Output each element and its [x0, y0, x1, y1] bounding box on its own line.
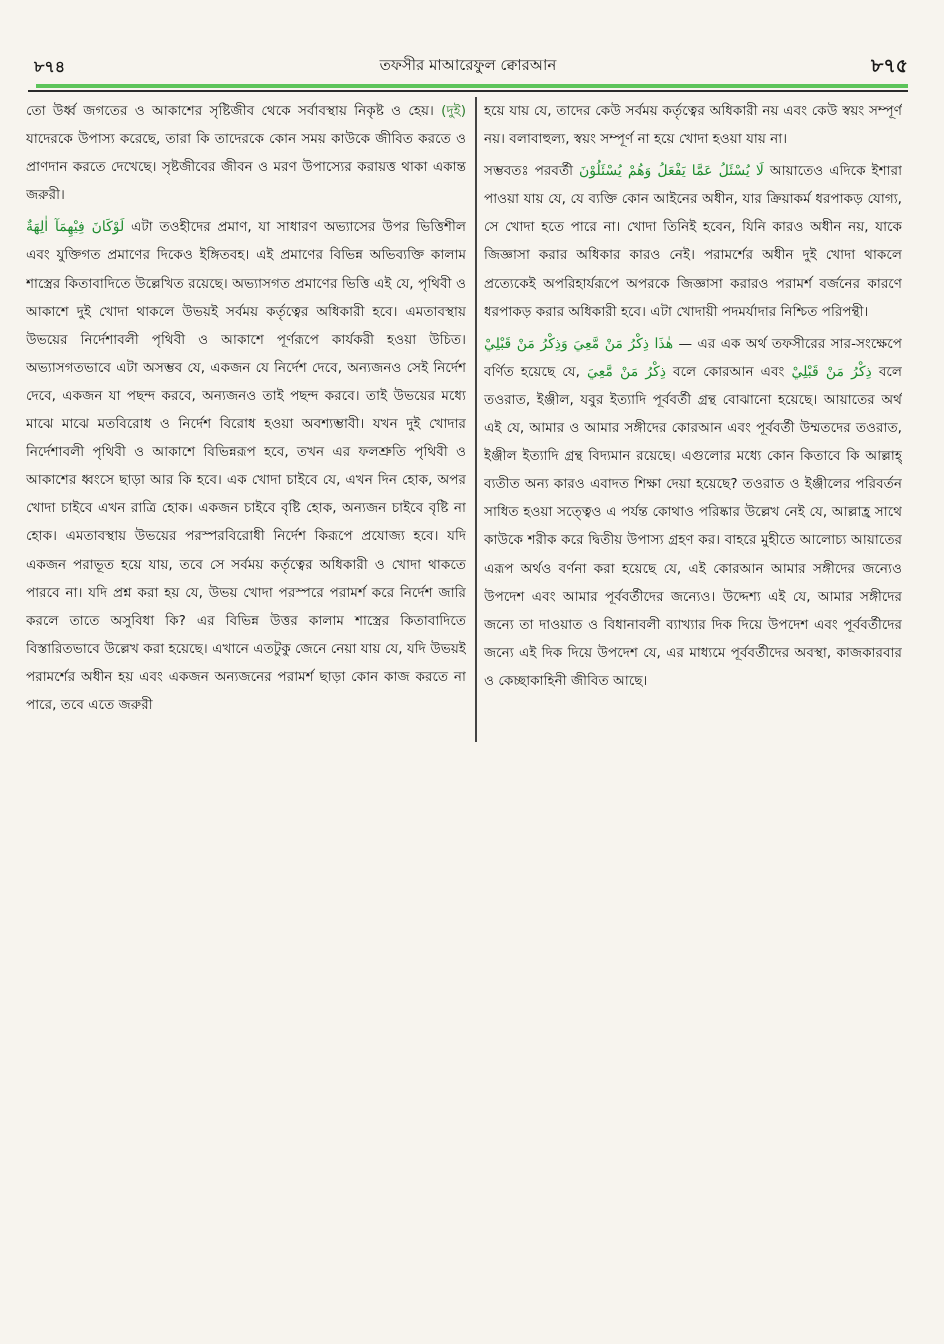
left-column — [26, 97, 466, 737]
header-rule-green — [36, 84, 908, 88]
right-p3-text: বলে তওরাত, ইঞ্জীল, যবুর ইত্যাদি পূর্ববর্তী গ্রন্থ বোঝানো হয়েছে। আয়াতের অর্থ এই যে, আমার ও আমার সঙ্গীদের কোরআন এবং পূর্ববর্তী উম্মতদের তওরাত, ইঞ্জীল ইত্যাদি গ্রন্থ বিদ্যমান রয়েছে। এগুলোর মধ্যে কোন কিতাবে কি আল্লাহ্ ব্যতীত অন্য কারও এবাদত শিক্ষা দেয়া হয়েছে? তওরাত ও ইঞ্জীলের পরিবর্তন সাধিত হওয়া সত্ত্বেও এ পর্যন্ত কোথাও পরিষ্কার উল্লেখ নেই যে, আল্লাহ্র সাথে কাউকে শরীক করে দ্বিতীয় উপাস্য গ্রহণ কর। বাহরে মুহীতে আলোচ্য আয়াতের এরূপ অর্থও বর্ণনা করা হয়েছে যে, এই কোরআন আমার সঙ্গীদের জন্যেও উপদেশ এবং আমার পূর্ববর্তীদের জন্যেও। উদ্দেশ্য এই যে, আমার সঙ্গীদের জন্যে তা দাওয়াত ও বিধানাবলী ব্যাখ্যার দিক দিয়ে উপদেশ এবং পূর্ববর্তীদের জন্যে এই দিক দিয়ে উপদেশ যে, এর মাধ্যমে পূর্ববর্তীদের অবস্থা, কাজকারবার ও কেচ্ছাকাহিনী জীবিত আছে। — [484, 363, 902, 689]
right-p3-mid: বলে কোরআন এবং — [673, 363, 785, 380]
left-p2-text: এটা তওহীদের প্রমাণ, যা সাধারণ অভ্যাসের উপর ভিত্তিশীল এবং যুক্তিগত প্রমাণের দিকেও ইঙ্গিতবহ। এই প্রমাণের বিভিন্ন অভিব্যক্তি কালাম শাস্ত্রের কিতাবাদিতে উল্লেখিত রয়েছে। অভ্যাসগত প্রমাণের ভিত্তি এই যে, পৃথিবী ও আকাশে দুই খোদা থাকলে উভয়ই সর্বময় কর্তৃত্বের অধিকারী হবে। এমতাবস্থায় উভয়ের নির্দেশাবলী পৃথিবী ও আকাশে পূর্ণরূপে কার্যকরী হওয়া উচিত। অভ্যাসগতভাবে এটা অসম্ভব যে, একজন যে নির্দেশ দেবে, অন্যজনও সেই নির্দেশ দেবে, একজন যা পছন্দ করবে, অন্যজনও তাই পছন্দ করবে। তাই উভয়ের মধ্যে মাঝে মাঝে মতবিরোধ ও নির্দেশ বিরোধ হওয়া অবশ্যম্ভাবী। যখন দুই খোদার নির্দেশাবলী পৃথিবী ও আকাশে বিভিন্নরূপ হবে, তখন এর ফলশ্রুতি পৃথিবী ও আকাশের ধ্বংসে ছাড়া আর কি হবে। এক খোদা চাইবে যে, এখন দিন হোক, অপর খোদা চাইবে এখন রাত্রি হোক। একজন চাইবে বৃষ্টি হোক, অন্যজন চাইবে বৃষ্টি না হোক। এমতাবস্থায় উভয়ের পরস্পরবিরোধী নির্দেশ কিরূপে প্রযোজ্য হবে। যদি একজন পরাভূত হয়ে যায়, তবে সে সর্বময় কর্তৃত্বের অধিকারী ও খোদা থাকতে পারবে না। যদি প্রশ্ন করা হয় যে, উভয় খোদা পরস্পরে পরামর্শ করে নির্দেশ জারি করলে তাতে অসুবিধা কি? এর বিভিন্ন উত্তর কালাম শাস্ত্রের কিতাবাদিতে বিস্তারিতভাবে উল্লেখ করা হয়েছে। এখানে এতটুকু জেনে নেয়া যায় যে, যদি উভয়ই পরামর্শের অধীন হয় এবং একজন অন্যজনের পরামর্শ ছাড়া কোন কাজ করতে না পারে, তবে এতে জরুরী — [26, 219, 466, 713]
page-number-right: ৮৭৫ — [870, 55, 908, 77]
header-rule-black — [28, 90, 908, 92]
right-p2-text: আয়াতেও এদিকে ইশারা পাওয়া যায় যে, যে ব্যক্তি কোন আইনের অধীন, যার ক্রিয়াকর্ম ধরপাকড় যোগ্য, সে খোদা হতে পারে না। খোদা তিনিই হবেন, যিনি কারও অধীন নয়, যাকে জিজ্ঞাসা করার অধিকার কারও নেই। পরামর্শের অধীন দুই খোদা থাকলে প্রত্যেকেই অপরিহার্যরূপে অপরকে জিজ্ঞাসা করারও পরামর্শ বর্জনের কারণে ধরপাকড় করার অধিকারী হবে। এটা খোদায়ী পদমর্যাদার নিশ্চিত পরিপন্থী। — [484, 163, 902, 320]
left-p1-number: (দুই) — [441, 103, 466, 119]
column-divider — [475, 97, 477, 742]
right-p3-arabic-2: ذِكْرُ مَنْ مَّعِيَ — [586, 363, 666, 380]
right-column — [484, 97, 902, 737]
left-p2-arabic: لَوْكَانَ فِيْهِمَآ اٰلِهَةٌ — [26, 219, 125, 236]
right-p3-dash: — এর এক অর্থ তফসীরের সার-সংক্ষেপে বর্ণিত হয়েছে যে, — [484, 335, 902, 380]
running-title: তফসীর মাআরেফুল ক্বোরআন — [379, 56, 557, 74]
right-p2-arabic: لَا يُسْئَلُ عَمَّا يَفْعَلُ وَهُمْ يُسْئَلُوْنَ — [579, 163, 764, 180]
right-p3-arabic: هٰذَا ذِكْرُ مَنْ مَّعِيَ وَذِكْرُ مَنْ قَبْلِيْ — [484, 335, 674, 352]
left-p1-text: তো উর্ধ্ব জগতের ও আকাশের সৃষ্টিজীব থেকে সর্বাবস্থায় নিকৃষ্ট ও হেয়। — [26, 103, 434, 119]
right-p2-lead: সম্ভবতঃ পরবর্তী — [484, 163, 574, 180]
right-paragraph-3 — [484, 330, 902, 695]
right-paragraph-1: হয়ে যায় যে, তাদের কেউ সর্বময় কর্তৃত্বের অধিকারী নয় এবং কেউ স্বয়ং সম্পূর্ণ নয়। বলাবাহুল্য, স্বয়ং সম্পূর্ণ না হয়ে খোদা হওয়া যায় না। — [484, 103, 902, 148]
right-p3-arabic-3: ذِكْرُ مَنْ قَبْلِيْ — [791, 363, 872, 380]
page-number-left: ৮৭৪ — [34, 57, 66, 76]
right-paragraph-2 — [484, 157, 902, 326]
page-header — [28, 48, 908, 88]
left-p1-rest: যাদেরকে উপাস্য করেছে, তারা কি তাদেরকে কোন সময় কাউকে জীবিত করতে ও প্রাণদান করতে দেখেছে। সৃষ্টজীবের জীবন ও মরণ উপাস্যের করায়ত্ত থাকা একান্ত জরুরী। — [26, 131, 466, 204]
left-paragraph-2 — [26, 213, 466, 719]
left-paragraph-1 — [26, 97, 466, 209]
